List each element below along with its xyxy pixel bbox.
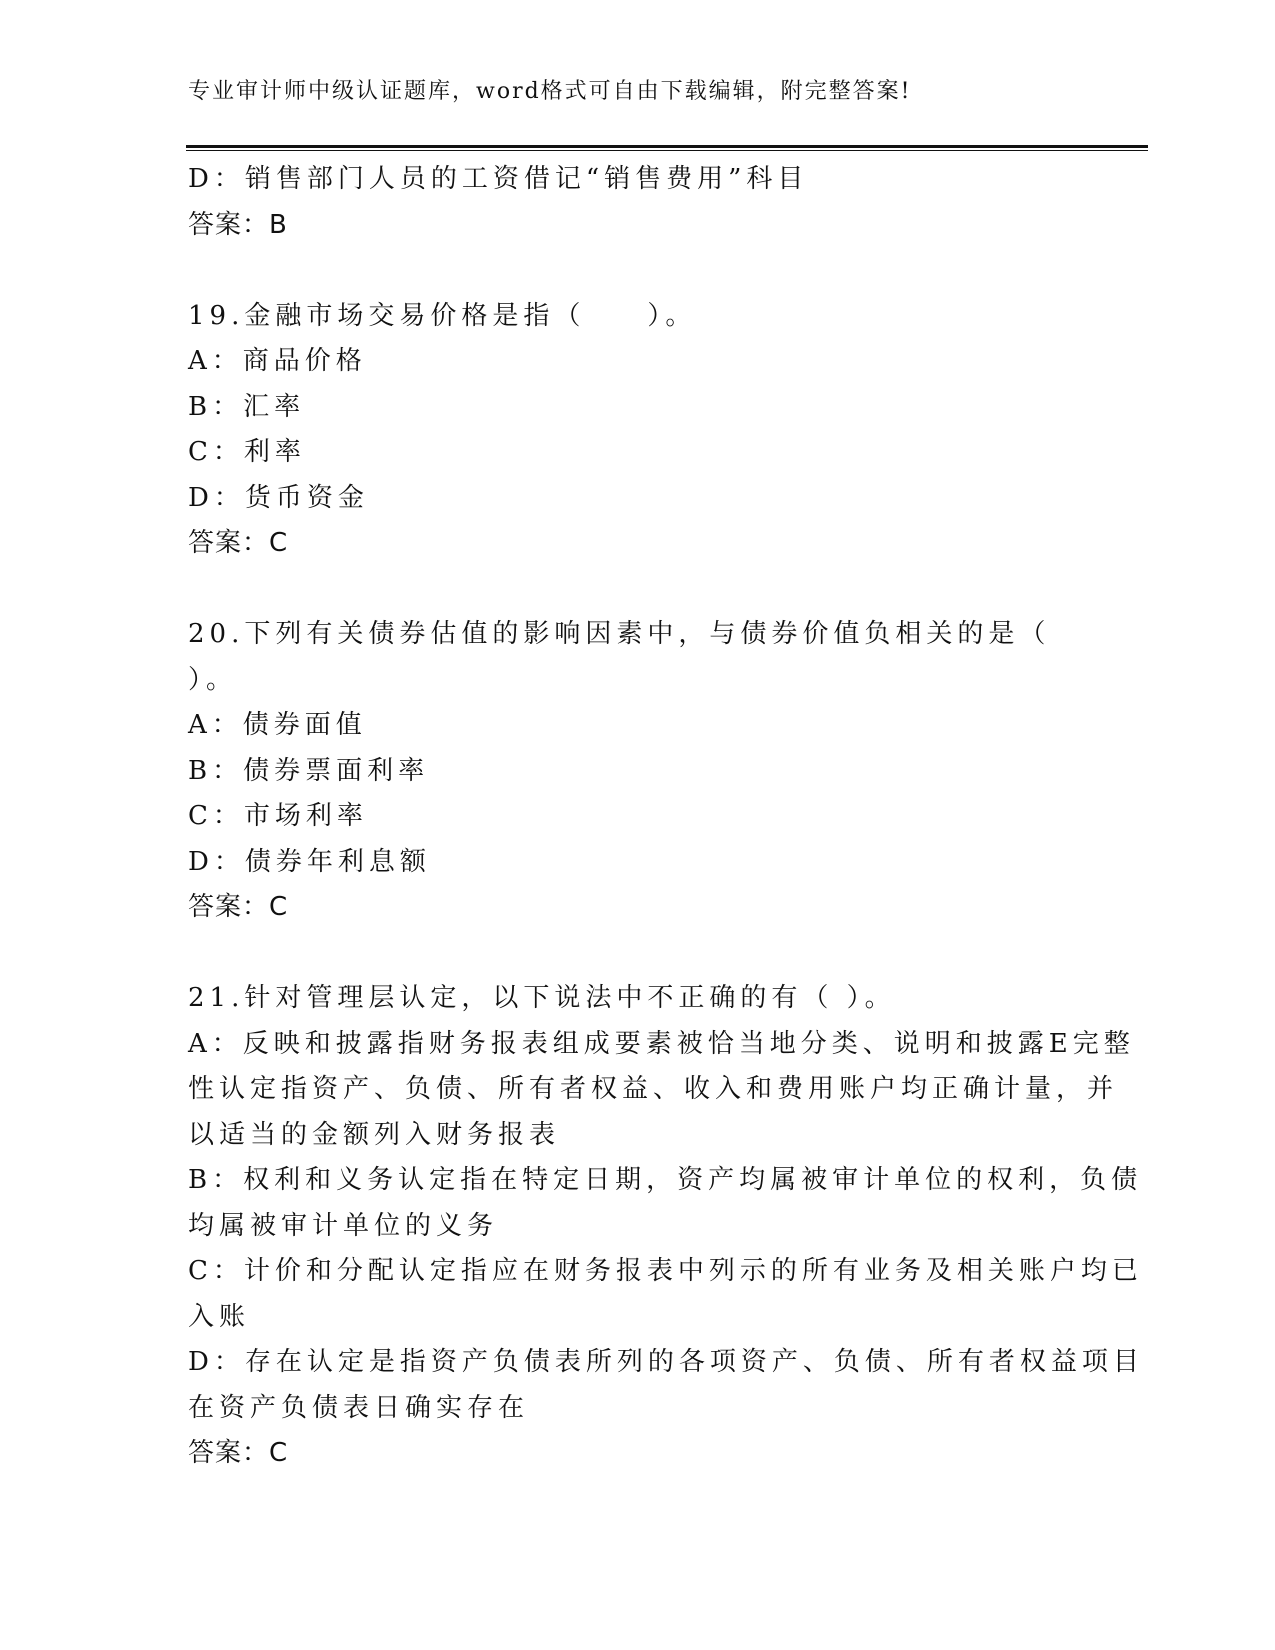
question-stem: 20.下列有关债券估值的影响因素中，与债券价值负相关的是（ xyxy=(188,619,1051,649)
page-header: 专业审计师中级认证题库，word格式可自由下载编辑，附完整答案! xyxy=(188,79,912,104)
option-d: D：销售部门人员的工资借记“销售费用”科目 xyxy=(188,164,809,194)
option-d-continued: 在资产负债表日确实存在 xyxy=(188,1392,530,1423)
option-a-continued: 性认定指资产、负债、所有者权益、收入和费用账户均正确计量，并 xyxy=(188,1074,1119,1104)
option-d: D：债券年利息额 xyxy=(188,846,431,877)
option-a: A：债券面值 xyxy=(188,710,367,740)
document-body xyxy=(188,157,1144,1477)
option-d: D：货币资金 xyxy=(188,482,369,513)
question-block-21 xyxy=(188,976,1144,1477)
option-d: D：存在认定是指资产负债表所列的各项资产、负债、所有者权益项目 xyxy=(188,1347,1144,1377)
option-a-continued: 以适当的金额列入财务报表 xyxy=(188,1119,561,1150)
spacer xyxy=(188,248,1088,294)
option-b: B：汇率 xyxy=(188,391,306,422)
answer-line: 答案：B xyxy=(188,209,288,240)
question-block-19 xyxy=(188,294,1088,567)
answer-line: 答案：C xyxy=(188,528,289,558)
question-stem: 21.针对管理层认定，以下说法中不正确的有（ ）。 xyxy=(188,983,896,1013)
option-c: C：计价和分配认定指应在财务报表中列示的所有业务及相关账户均已 xyxy=(188,1256,1143,1286)
question-block-20 xyxy=(188,612,1088,931)
question-stem: 19.金融市场交易价格是指（ ）。 xyxy=(188,300,697,331)
spacer xyxy=(188,931,1088,977)
header-rule-thin xyxy=(186,150,1148,151)
question-stem-continued: ）。 xyxy=(188,664,238,695)
option-a: A：商品价格 xyxy=(188,346,367,376)
option-c-continued: 入账 xyxy=(188,1301,251,1332)
answer-line: 答案：C xyxy=(188,892,289,922)
option-b: B：权利和义务认定指在特定日期，资产均属被审计单位的权利，负债 xyxy=(188,1165,1143,1195)
option-c: C：利率 xyxy=(188,437,306,467)
header-rule-thick xyxy=(186,145,1148,148)
option-b-continued: 均属被审计单位的义务 xyxy=(188,1210,499,1241)
option-c: C：市场利率 xyxy=(188,801,368,831)
answer-line: 答案：C xyxy=(188,1438,289,1468)
option-a: A：反映和披露指财务报表组成要素被恰当地分类、说明和披露E完整 xyxy=(188,1028,1135,1059)
option-b: B：债券票面利率 xyxy=(188,755,430,786)
spacer xyxy=(188,567,1088,613)
